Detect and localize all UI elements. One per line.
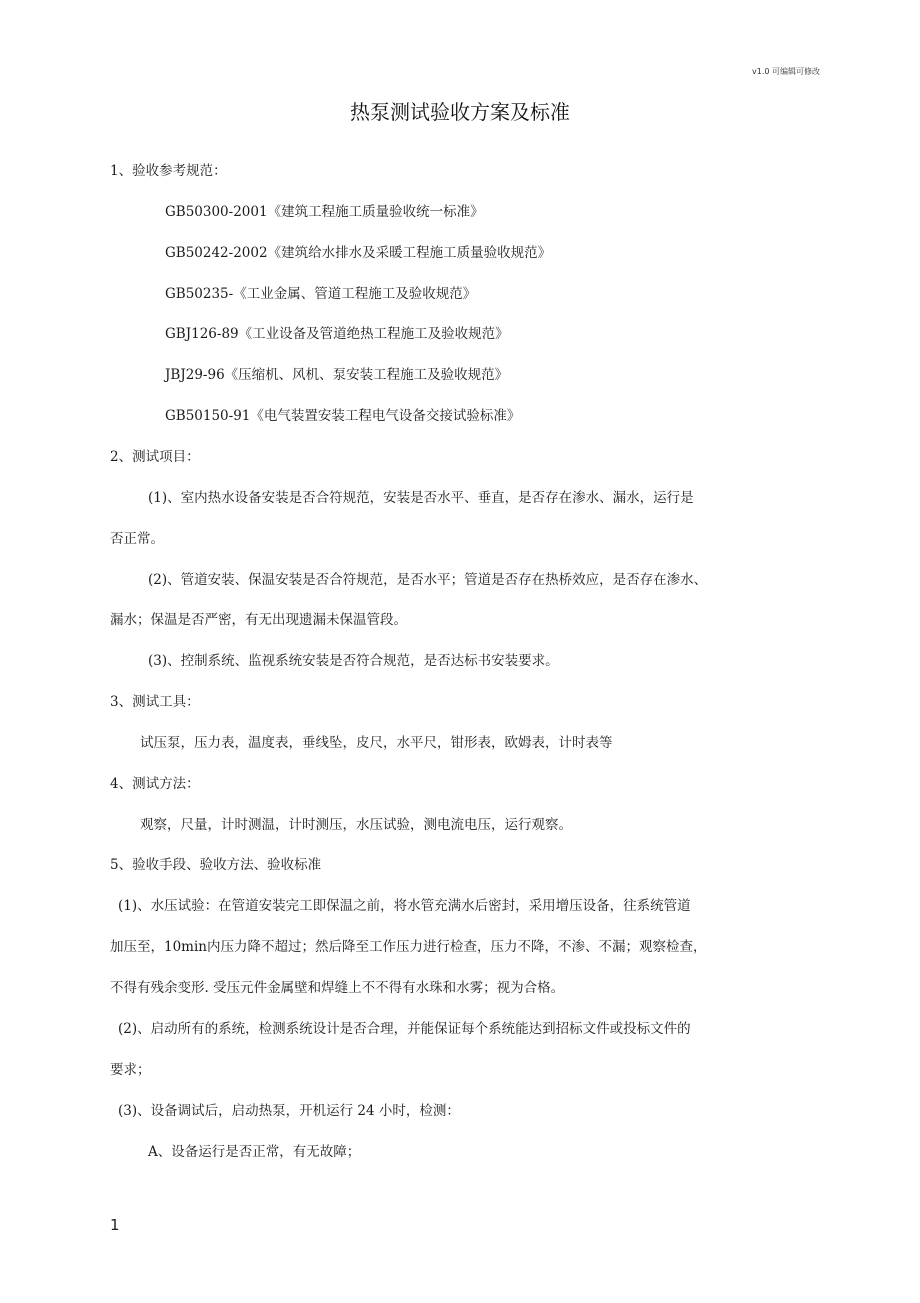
test-item-text: (3)、控制系统、监视系统安装是否符合规范，是否达标书安装要求。	[148, 653, 559, 669]
version-note: v1.0 可编辑可修改	[752, 67, 820, 76]
section-3-heading: 3、测试工具：	[110, 694, 200, 710]
acceptance-text: (3)、设备调试后，启动热泵，开机运行 24 小时，检测：	[118, 1103, 460, 1119]
acceptance-text: 不得有残余变形. 受压元件金属壁和焊缝上不不得有水珠和水雾；视为合格。	[110, 980, 565, 996]
acceptance-text: A、设备运行是否正常，有无故障；	[148, 1144, 361, 1160]
test-item-text: (1)、室内热水设备安装是否合符规范，安装是否水平、垂直，是否存在渗水、漏水，运行是	[148, 490, 694, 506]
acceptance-text: 要求；	[110, 1062, 151, 1078]
standard-item: GB50242-2002《建筑给水排水及采暖工程施工质量验收规范》	[165, 245, 552, 261]
tools-list: 试压泵，压力表，温度表，垂线坠，皮尺，水平尺，钳形表，欧姆表，计时表等	[140, 735, 613, 751]
standard-item: JBJ29-96《压缩机、风机、泵安装工程施工及验收规范》	[165, 367, 509, 383]
acceptance-text: 加压至，10min内压力降不超过；然后降至工作压力进行检查，压力不降，不渗、不漏；观察检查，	[110, 939, 707, 955]
section-1-heading: 1、验收参考规范：	[110, 163, 227, 179]
test-item-text: (2)、管道安装、保温安装是否合符规范，是否水平；管道是否存在热桥效应，是否存在渗水、	[148, 572, 708, 588]
section-2-heading: 2、测试项目：	[110, 449, 200, 465]
page-number: 1	[110, 1216, 120, 1234]
acceptance-text: (2)、启动所有的系统，检测系统设计是否合理，并能保证每个系统能达到招标文件或投标文件的	[118, 1021, 691, 1037]
standard-item: GB50150-91《电气装置安装工程电气设备交接试验标准》	[165, 408, 521, 424]
acceptance-text: (1)、水压试验：在管道安装完工即保温之前，将水管充满水后密封，采用增压设备，往系统管道	[118, 898, 691, 914]
standard-item: GB50300-2001《建筑工程施工质量验收统一标准》	[165, 204, 484, 220]
section-4-heading: 4、测试方法：	[110, 776, 200, 792]
test-item-text: 否正常。	[110, 531, 164, 547]
methods-text: 观察，尺量，计时测温，计时测压，水压试验，测电流电压，运行观察。	[140, 817, 572, 833]
section-5-heading: 5、验收手段、验收方法、验收标准	[110, 857, 322, 873]
standard-item: GBJ126-89《工业设备及管道绝热工程施工及验收规范》	[165, 326, 509, 342]
test-item-text: 漏水；保温是否严密，有无出现遗漏未保温管段。	[110, 612, 407, 628]
document-title: 热泵测试验收方案及标准	[350, 100, 570, 124]
standard-item: GB50235-《工业金属、管道工程施工及验收规范》	[165, 286, 477, 302]
